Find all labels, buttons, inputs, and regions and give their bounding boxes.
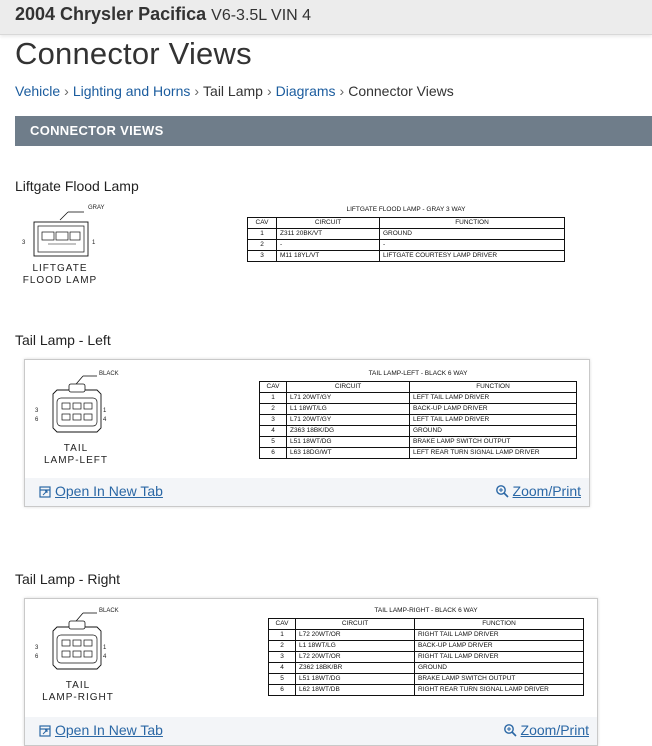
cell-function: GROUND <box>410 426 577 437</box>
cell-function: BRAKE LAMP SWITCH OUTPUT <box>410 437 577 448</box>
column-header-cav: CAV <box>260 382 287 393</box>
cell-cav: 1 <box>260 393 287 404</box>
cell-function: - <box>380 240 565 251</box>
cell-function: RIGHT TAIL LAMP DRIVER <box>415 630 584 641</box>
connector-title-tail-left: Tail Lamp - Left <box>15 332 111 348</box>
cell-circuit: L72 20WT/OR <box>296 630 415 641</box>
cell-cav: 4 <box>260 426 287 437</box>
table-row <box>260 393 577 404</box>
chevron-right-icon: › <box>64 83 69 99</box>
card-footer <box>25 478 589 506</box>
connector-card-tail-right <box>24 598 598 746</box>
section-title: CONNECTOR VIEWS <box>30 123 164 138</box>
cell-circuit: L62 18WT/DB <box>296 685 415 696</box>
open-in-new-tab-label: Open In New Tab <box>55 483 163 499</box>
cell-cav: 4 <box>269 663 296 674</box>
cell-function: RIGHT REAR TURN SIGNAL LAMP DRIVER <box>415 685 584 696</box>
section-header <box>15 116 652 146</box>
breadcrumb-tail-lamp: Tail Lamp <box>203 83 263 99</box>
pinout-table-title: TAIL LAMP-LEFT - BLACK 6 WAY <box>368 370 468 377</box>
cell-circuit: Z363 18BK/DG <box>287 426 410 437</box>
cell-cav: 5 <box>269 674 296 685</box>
open-new-tab-icon <box>39 725 51 737</box>
table-row <box>269 674 584 685</box>
chevron-right-icon: › <box>194 83 200 99</box>
table-row <box>260 426 577 437</box>
cell-circuit: L71 20WT/GY <box>287 415 410 426</box>
pin-label-right-top: 1 <box>103 645 107 651</box>
cell-circuit: L51 18WT/DG <box>296 674 415 685</box>
cell-cav: 6 <box>269 685 296 696</box>
connector-name-label <box>31 680 125 704</box>
cell-circuit: - <box>277 240 380 251</box>
pinout-table-liftgate <box>247 206 565 262</box>
zoom-icon <box>503 723 517 737</box>
cell-circuit: L1 18WT/LG <box>287 404 410 415</box>
pin-label-left-bottom: 6 <box>35 654 39 660</box>
page-title: Connector Views <box>15 36 252 71</box>
table-header-row <box>260 382 577 393</box>
connector-name-label <box>20 263 100 287</box>
pin-label-right-bottom: 4 <box>103 417 107 423</box>
cell-circuit: L72 20WT/OR <box>296 652 415 663</box>
zoom-print-link[interactable] <box>503 722 589 738</box>
engine-label: V6-3.5L VIN 4 <box>211 7 312 24</box>
cell-function: LEFT TAIL LAMP DRIVER <box>410 393 577 404</box>
connector-name-line1: TAIL <box>63 443 89 454</box>
table-row <box>260 415 577 426</box>
pinout-table-tail-left <box>259 370 577 459</box>
cell-cav: 1 <box>248 229 277 240</box>
cell-cav: 1 <box>269 630 296 641</box>
zoom-print-link[interactable] <box>495 483 581 499</box>
connector-card-tail-left <box>24 359 590 507</box>
column-header-function: FUNCTION <box>380 218 565 229</box>
vehicle-title <box>15 3 311 27</box>
connector-color-label: GRAY <box>88 205 105 211</box>
cell-cav: 2 <box>248 240 277 251</box>
table-row <box>269 685 584 696</box>
cell-circuit: L1 18WT/LG <box>296 641 415 652</box>
zoom-print-label: Zoom/Print <box>512 483 581 499</box>
cell-circuit: Z311 20BK/VT <box>277 229 380 240</box>
table-row <box>248 240 565 251</box>
breadcrumb-diagrams[interactable]: Diagrams <box>275 83 336 99</box>
connector-name-line2: LAMP-LEFT <box>43 455 108 466</box>
connector-name-line1: LIFTGATE <box>32 263 88 274</box>
table-row <box>269 652 584 663</box>
tail-right-connector-diagram <box>31 605 131 705</box>
column-header-cav: CAV <box>248 218 277 229</box>
vehicle-header <box>0 0 652 35</box>
column-header-circuit: CIRCUIT <box>277 218 380 229</box>
pin-label-left: 3 <box>22 240 26 246</box>
pinout-table-tail-right <box>268 607 584 696</box>
open-in-new-tab-link[interactable] <box>39 722 163 738</box>
cell-cav: 3 <box>260 415 287 426</box>
cell-cav: 5 <box>260 437 287 448</box>
cell-cav: 2 <box>260 404 287 415</box>
connector-color-label: BLACK <box>99 608 119 614</box>
connector-name-line2: FLOOD LAMP <box>22 275 98 286</box>
table-header-row <box>248 218 565 229</box>
column-header-circuit: CIRCUIT <box>287 382 410 393</box>
cell-function: BACK-UP LAMP DRIVER <box>415 641 584 652</box>
cell-function: RIGHT TAIL LAMP DRIVER <box>415 652 584 663</box>
cell-function: BACK-UP LAMP DRIVER <box>410 404 577 415</box>
cell-cav: 6 <box>260 448 287 459</box>
table-row <box>248 251 565 262</box>
cell-function: GROUND <box>415 663 584 674</box>
cell-circuit: Z362 18BK/BR <box>296 663 415 674</box>
breadcrumb <box>15 82 454 100</box>
cell-circuit: M11 18YL/VT <box>277 251 380 262</box>
zoom-icon <box>495 484 509 498</box>
column-header-function: FUNCTION <box>410 382 577 393</box>
connector-name-label <box>31 443 121 467</box>
connector-color-label: BLACK <box>99 371 119 377</box>
pinout-table-title: LIFTGATE FLOOD LAMP - GRAY 3 WAY <box>346 206 466 213</box>
table-row <box>248 229 565 240</box>
breadcrumb-vehicle[interactable]: Vehicle <box>15 83 61 99</box>
pin-label-right: 1 <box>92 240 96 246</box>
liftgate-connector-diagram <box>20 202 110 292</box>
pin-label-left-top: 3 <box>35 408 39 414</box>
cell-function: LEFT REAR TURN SIGNAL LAMP DRIVER <box>410 448 577 459</box>
column-header-circuit: CIRCUIT <box>296 619 415 630</box>
cell-function: BRAKE LAMP SWITCH OUTPUT <box>415 674 584 685</box>
table-header-row <box>269 619 584 630</box>
cell-cav: 3 <box>269 652 296 663</box>
connector-title-tail-right: Tail Lamp - Right <box>15 571 121 587</box>
pin-label-left-bottom: 6 <box>35 417 39 423</box>
chevron-right-icon: › <box>339 83 345 99</box>
cell-cav: 2 <box>269 641 296 652</box>
table-row <box>260 404 577 415</box>
chevron-right-icon: › <box>266 83 272 99</box>
pin-label-right-bottom: 4 <box>103 654 107 660</box>
table-row <box>260 448 577 459</box>
cell-circuit: L71 20WT/GY <box>287 393 410 404</box>
open-in-new-tab-link[interactable] <box>39 483 163 499</box>
table-row <box>269 641 584 652</box>
cell-circuit: L63 18DG/WT <box>287 448 410 459</box>
vehicle-name: 2004 Chrysler Pacifica <box>15 4 207 24</box>
breadcrumb-connector-views: Connector Views <box>348 83 454 99</box>
cell-circuit: L51 18WT/DG <box>287 437 410 448</box>
tail-left-connector-diagram <box>31 368 131 468</box>
table-row <box>260 437 577 448</box>
column-header-cav: CAV <box>269 619 296 630</box>
pin-label-right-top: 1 <box>103 408 107 414</box>
table-row <box>269 663 584 674</box>
column-header-function: FUNCTION <box>415 619 584 630</box>
pin-label-left-top: 3 <box>35 645 39 651</box>
open-new-tab-icon <box>39 486 51 498</box>
pinout-table-title: TAIL LAMP-RIGHT - BLACK 6 WAY <box>374 607 478 614</box>
breadcrumb-lighting-and-horns[interactable]: Lighting and Horns <box>72 83 191 99</box>
connector-name-line1: TAIL <box>65 680 91 691</box>
table-row <box>269 630 584 641</box>
open-in-new-tab-label: Open In New Tab <box>55 722 163 738</box>
cell-function: GROUND <box>380 229 565 240</box>
cell-cav: 3 <box>248 251 277 262</box>
cell-function: LEFT TAIL LAMP DRIVER <box>410 415 577 426</box>
card-footer <box>25 717 597 745</box>
connector-title-liftgate: Liftgate Flood Lamp <box>15 178 139 194</box>
connector-name-line2: LAMP-RIGHT <box>42 692 114 703</box>
zoom-print-label: Zoom/Print <box>520 722 589 738</box>
cell-function: LIFTGATE COURTESY LAMP DRIVER <box>380 251 565 262</box>
